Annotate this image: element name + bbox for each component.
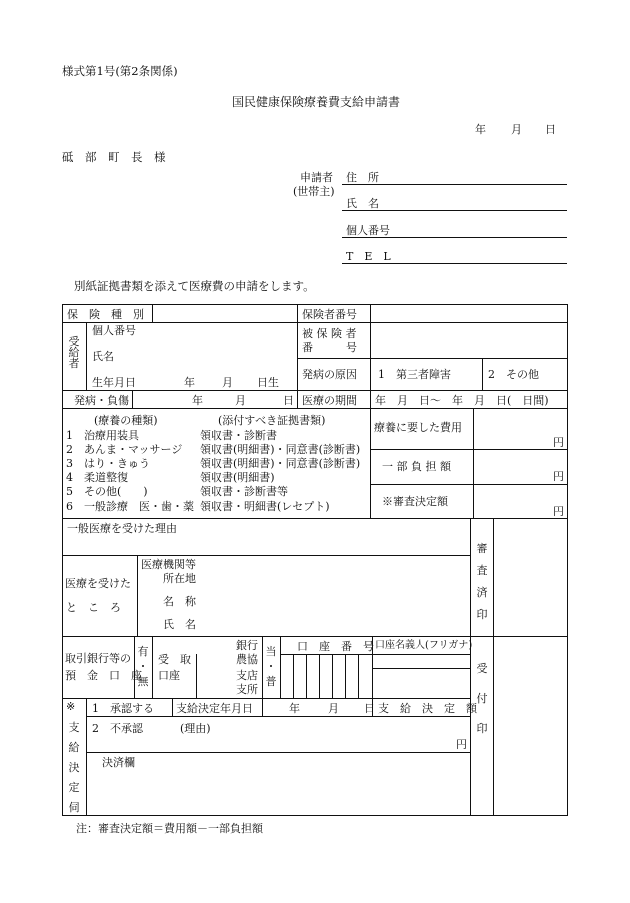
- applicant-id-label: 個人番号: [346, 224, 390, 237]
- applicant-sub-label: (世帯主): [293, 185, 335, 198]
- care-docs: 領収書(明細書)・同意書(診断書): [200, 443, 361, 456]
- form-title: 国民健康保険療養費支給申請書: [232, 95, 401, 109]
- review-amount-yen: 円: [553, 505, 564, 518]
- cause-option-other[interactable]: 2 その他: [488, 368, 539, 381]
- applicant-tel-label: T E L: [346, 250, 391, 263]
- date-day: 日: [545, 123, 556, 136]
- decision-amount-label: 支 給 決 定 額: [378, 702, 477, 715]
- applicant-tel-line[interactable]: [342, 263, 567, 264]
- applicant-id-line[interactable]: [342, 237, 567, 238]
- disapprove-option[interactable]: 2 不承認: [92, 722, 143, 735]
- applicant-address-line[interactable]: [342, 184, 567, 185]
- birth-month: 月: [222, 376, 233, 389]
- sub-branch-label: 支所: [236, 683, 258, 696]
- care-type: 2 あんま・マッサージ: [66, 443, 183, 456]
- insured-label-1: 被 保 険 者: [302, 327, 357, 340]
- personal-number-label: 個人番号: [92, 324, 136, 337]
- decision-date-label: 支給決定年月日: [176, 702, 253, 715]
- care-type: 4 柔道整復: [66, 471, 128, 484]
- onset-month: 月: [235, 394, 246, 407]
- intro-text: 別紙証拠書類を添えて医療費の申請をします。: [74, 279, 315, 293]
- care-type: 6 一般診療 医・歯・薬: [66, 500, 194, 513]
- applicant-name-label: 氏 名: [346, 197, 379, 210]
- decision-day: 日: [364, 702, 375, 715]
- doctor-name-label: 氏 名: [163, 618, 196, 631]
- account-number-label: 口 座 番 号: [297, 640, 374, 653]
- docs-header: (添付すべき証拠書類): [218, 414, 326, 427]
- institution-label: 医療機関等: [141, 558, 196, 571]
- review-amount-label: ※審査決定額: [382, 495, 448, 508]
- onset-year: 年: [192, 394, 203, 407]
- birth-day: 日生: [257, 376, 279, 389]
- cost-required-label: 療養に要した費用: [374, 421, 462, 434]
- cause-option-third-party[interactable]: 1 第三者障害: [378, 368, 451, 381]
- onset-label: 発病・負傷: [74, 394, 129, 407]
- has-account-option[interactable]: 有 ・ 無: [137, 645, 149, 688]
- insurer-number-label: 保険者番号: [302, 308, 357, 321]
- care-docs: 領収書(明細書)・同意書(診断書): [200, 457, 361, 470]
- recipient-name-label: 氏名: [92, 350, 114, 363]
- bank-kind-bank[interactable]: 銀行: [236, 639, 258, 652]
- general-reason-label: 一般医療を受けた理由: [67, 522, 177, 535]
- decision-month: 月: [328, 702, 339, 715]
- partial-burden-yen: 円: [553, 470, 564, 483]
- branch-label: 支店: [236, 669, 258, 682]
- partial-burden-label: 一 部 負 担 額: [382, 460, 451, 473]
- care-docs: 領収書・診断書: [200, 429, 277, 442]
- applicant-label: 申請者: [300, 171, 333, 184]
- institution-name-label: 名 称: [163, 595, 196, 608]
- account-holder-label: 口座名義人(フリガナ): [375, 640, 473, 651]
- care-docs: 領収書(明細書): [200, 471, 275, 484]
- decision-year: 年: [289, 702, 300, 715]
- reason-label: (理由): [180, 722, 211, 735]
- pay-mark: ※: [66, 700, 76, 713]
- date-year: 年: [475, 123, 486, 136]
- insured-label-2: 番 号: [302, 341, 357, 354]
- bank-label-1: 取引銀行等の: [65, 652, 131, 665]
- settled-label: 決済欄: [102, 756, 135, 769]
- care-docs: 領収書・明細書(レセプト): [200, 500, 330, 513]
- account-kind-option[interactable]: 当 ・ 普: [265, 645, 277, 688]
- recipient-label: 受 給 者: [68, 335, 80, 370]
- care-type: 5 その他( ): [66, 485, 148, 498]
- care-type-header: (療養の種類): [94, 414, 158, 427]
- care-place-label-2: と こ ろ: [66, 601, 121, 614]
- birth-year: 年: [184, 376, 195, 389]
- bank-label-2: 預 金 口 座: [65, 669, 142, 682]
- applicant-address-label: 住 所: [346, 171, 379, 184]
- period-label: 医療の期間: [302, 394, 357, 407]
- pay-decision-label: 支 給 決 定 伺: [68, 721, 80, 814]
- period-value: 年 月 日～ 年 月 日( 日間): [375, 394, 549, 407]
- applicant-name-line[interactable]: [342, 210, 567, 211]
- receive-label-2: 口座: [158, 669, 180, 682]
- approve-option[interactable]: 1 承認する: [92, 702, 154, 715]
- footnote: 注：審査決定額＝費用額－一部負担額: [76, 822, 263, 835]
- cost-required-yen: 円: [553, 436, 564, 449]
- cause-label: 発病の原因: [302, 368, 357, 381]
- care-type: 3 はり・きゅう: [66, 457, 150, 470]
- addressee: 砥 部 町 長 様: [62, 150, 166, 164]
- bank-kind-agri[interactable]: 農協: [236, 653, 258, 666]
- decision-amount-yen: 円: [456, 738, 467, 751]
- reviewed-stamp-label: 審 査 済 印: [476, 542, 488, 621]
- location-label: 所在地: [163, 572, 196, 585]
- received-stamp-label: 受 付 印: [476, 662, 488, 735]
- onset-day: 日: [283, 394, 294, 407]
- care-place-label-1: 医療を受けた: [65, 577, 131, 590]
- receive-label-1: 受 取: [158, 653, 191, 666]
- care-docs: 領収書・診断書等: [200, 485, 288, 498]
- date-month: 月: [511, 123, 522, 136]
- birth-date-label: 生年月日: [92, 376, 136, 389]
- insurance-type-label: 保 険 種 別: [67, 308, 144, 321]
- care-type: 1 治療用装具: [66, 429, 139, 442]
- form-number: 様式第1号(第2条関係): [62, 64, 178, 78]
